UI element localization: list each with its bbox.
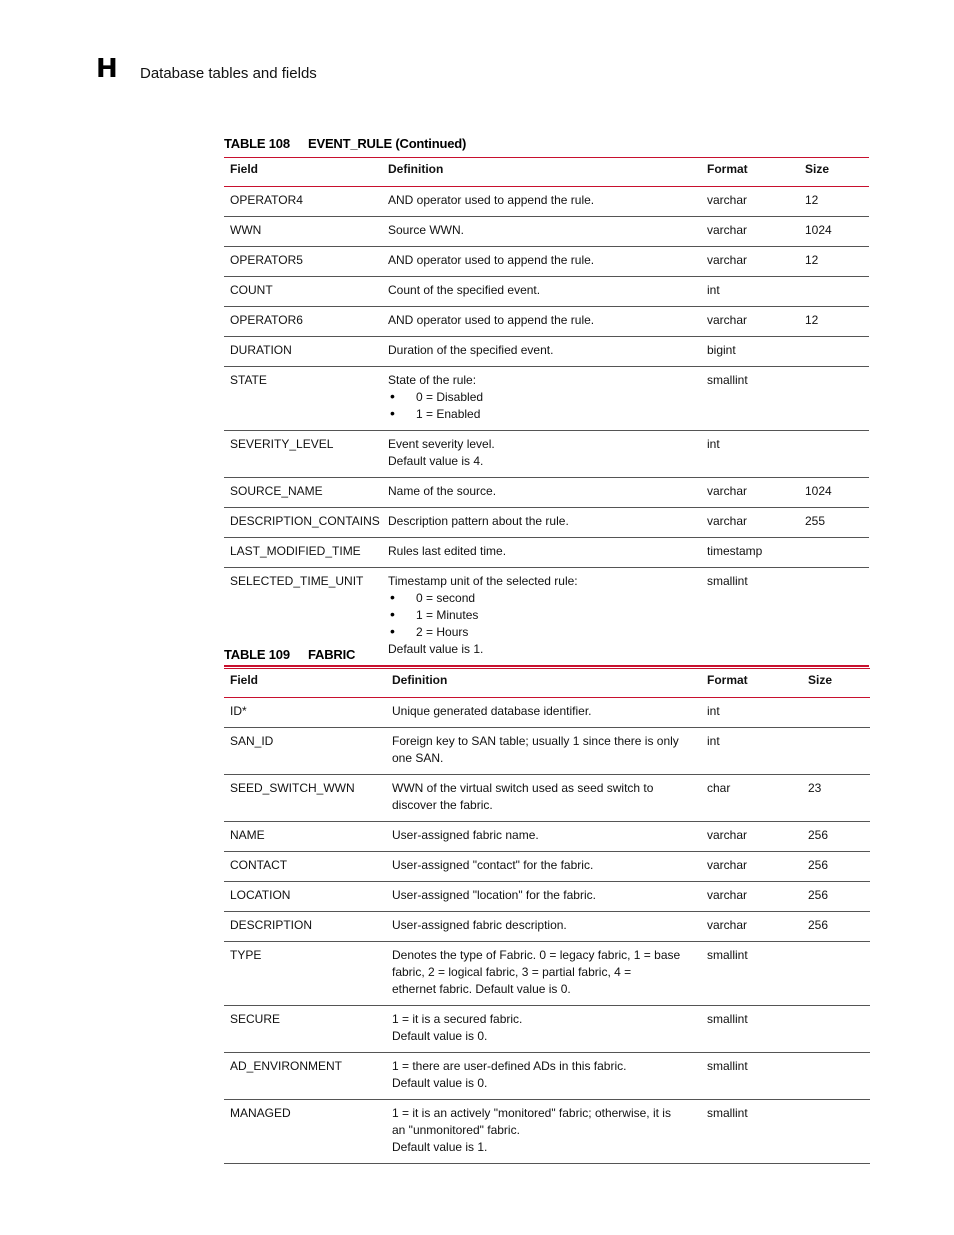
format-cell: smallint [701, 942, 802, 1006]
table-108-caption [224, 136, 466, 151]
definition-line: Denotes the type of Fabric. 0 = legacy fabric, 1 = base [392, 948, 681, 962]
size-cell [802, 942, 870, 1006]
definition-line: AND operator used to append the rule. [388, 253, 595, 267]
table-row [224, 1053, 870, 1100]
size-cell: 1024 [799, 478, 869, 508]
field-cell: DESCRIPTION_CONTAINS [224, 508, 382, 538]
chapter-title: Database tables and fields [140, 65, 317, 82]
size-cell [799, 337, 869, 367]
definition-line: Foreign key to SAN table; usually 1 since there is only [392, 734, 679, 748]
field-cell: OPERATOR6 [224, 307, 382, 337]
definition-cell [382, 508, 701, 538]
definition-line: Default value is 4. [388, 454, 484, 468]
table-109-caption [224, 647, 355, 662]
definition-line: 1 = it is an actively "monitored" fabric; otherwise, it is [392, 1106, 671, 1120]
format-cell: varchar [701, 822, 802, 852]
field-cell: MANAGED [224, 1100, 386, 1164]
column-header-definition: Definition [386, 669, 701, 698]
field-cell: SELECTED_TIME_UNIT [224, 568, 382, 667]
field-cell: SAN_ID [224, 728, 386, 775]
definition-cell [386, 1053, 701, 1100]
definition-line: Source WWN. [388, 223, 465, 237]
definition-cell [386, 882, 701, 912]
definition-cell [382, 568, 701, 667]
size-cell: 256 [802, 912, 870, 942]
definition-cell [386, 912, 701, 942]
bullet-item: • 2 = Hours [388, 624, 695, 641]
definition-cell [386, 775, 701, 822]
definition-line: Description pattern about the rule. [388, 514, 569, 528]
definition-line: discover the fabric. [392, 798, 493, 812]
size-cell: 23 [802, 775, 870, 822]
format-cell: varchar [701, 478, 799, 508]
definition-cell [386, 852, 701, 882]
size-cell: 1024 [799, 217, 869, 247]
definition-line: Rules last edited time. [388, 544, 507, 558]
table-109-body [224, 698, 870, 1164]
field-cell: LOCATION [224, 882, 386, 912]
table-109-number: TABLE 109 [224, 647, 290, 662]
format-cell: smallint [701, 568, 799, 667]
definition-cell [382, 217, 701, 247]
column-header-format: Format [701, 158, 799, 187]
field-cell: AD_ENVIRONMENT [224, 1053, 386, 1100]
definition-line: Default value is 1. [392, 1140, 488, 1154]
format-cell: int [701, 698, 802, 728]
column-header-field: Field [224, 669, 386, 698]
definition-line: User-assigned "contact" for the fabric. [392, 858, 594, 872]
table-108-title: EVENT_RULE (Continued) [308, 136, 467, 151]
definition-cell [382, 307, 701, 337]
definition-line: State of the rule: [388, 373, 477, 387]
definition-line: Name of the source. [388, 484, 497, 498]
field-cell: SECURE [224, 1006, 386, 1053]
table-row [224, 217, 869, 247]
size-cell [802, 1006, 870, 1053]
table-row [224, 538, 869, 568]
definition-cell [386, 1100, 701, 1164]
definition-line: User-assigned "location" for the fabric. [392, 888, 596, 902]
table-109-title: FABRIC [308, 647, 356, 662]
size-cell: 256 [802, 882, 870, 912]
column-header-size: Size [802, 669, 870, 698]
definition-line: Duration of the specified event. [388, 343, 554, 357]
definition-cell [382, 187, 701, 217]
field-cell: SEED_SWITCH_WWN [224, 775, 386, 822]
format-cell: varchar [701, 912, 802, 942]
definition-cell [386, 942, 701, 1006]
format-cell: bigint [701, 337, 799, 367]
table-109 [224, 668, 870, 1164]
size-cell [802, 728, 870, 775]
table-row [224, 187, 869, 217]
table-row [224, 912, 870, 942]
size-cell [799, 568, 869, 667]
field-cell: LAST_MODIFIED_TIME [224, 538, 382, 568]
field-cell: TYPE [224, 942, 386, 1006]
table-row [224, 882, 870, 912]
table-row [224, 277, 869, 307]
size-cell: 256 [802, 822, 870, 852]
definition-cell [382, 431, 701, 478]
size-cell: 255 [799, 508, 869, 538]
column-header-definition: Definition [382, 158, 701, 187]
definition-line: WWN of the virtual switch used as seed switch to [392, 781, 654, 795]
table-row [224, 1006, 870, 1053]
definition-line: AND operator used to append the rule. [388, 313, 595, 327]
definition-cell [382, 337, 701, 367]
format-cell: varchar [701, 307, 799, 337]
format-cell: timestamp [701, 538, 799, 568]
chapter-letter: H [96, 54, 118, 84]
table-row [224, 775, 870, 822]
format-cell: varchar [701, 247, 799, 277]
size-cell [799, 538, 869, 568]
table-row [224, 1100, 870, 1164]
field-cell: SOURCE_NAME [224, 478, 382, 508]
format-cell: varchar [701, 187, 799, 217]
table-row [224, 478, 869, 508]
format-cell: smallint [701, 367, 799, 431]
definition-line: Event severity level. [388, 437, 495, 451]
size-cell [799, 431, 869, 478]
definition-line: Default value is 0. [392, 1029, 488, 1043]
definition-line: Timestamp unit of the selected rule: [388, 574, 578, 588]
definition-line: Default value is 0. [392, 1076, 488, 1090]
format-cell: varchar [701, 508, 799, 538]
size-cell [799, 277, 869, 307]
column-header-format: Format [701, 669, 802, 698]
definition-line: User-assigned fabric name. [392, 828, 539, 842]
table-row [224, 852, 870, 882]
bullet-item: • 1 = Enabled [388, 406, 695, 423]
definition-cell [382, 478, 701, 508]
field-cell: OPERATOR5 [224, 247, 382, 277]
definition-cell [382, 538, 701, 568]
table-row [224, 508, 869, 538]
format-cell: int [701, 431, 799, 478]
field-cell: DURATION [224, 337, 382, 367]
field-cell: OPERATOR4 [224, 187, 382, 217]
field-cell: WWN [224, 217, 382, 247]
format-cell: smallint [701, 1100, 802, 1164]
table-row [224, 307, 869, 337]
definition-line: User-assigned fabric description. [392, 918, 567, 932]
column-header-size: Size [799, 158, 869, 187]
format-cell: smallint [701, 1053, 802, 1100]
definition-line: Unique generated database identifier. [392, 704, 592, 718]
table-row [224, 431, 869, 478]
definition-line: ethernet fabric. Default value is 0. [392, 982, 571, 996]
definition-line: fabric, 2 = logical fabric, 3 = partial fabric, 4 = [392, 965, 632, 979]
size-cell: 12 [799, 247, 869, 277]
definition-line: one SAN. [392, 751, 444, 765]
table-row [224, 942, 870, 1006]
size-cell [802, 1053, 870, 1100]
format-cell: char [701, 775, 802, 822]
bullet-item: • 0 = Disabled [388, 389, 695, 406]
format-cell: smallint [701, 1006, 802, 1053]
table-108 [224, 157, 869, 667]
field-cell: DESCRIPTION [224, 912, 386, 942]
field-cell: COUNT [224, 277, 382, 307]
definition-cell [386, 728, 701, 775]
table-row [224, 367, 869, 431]
format-cell: int [701, 728, 802, 775]
bullet-item: • 1 = Minutes [388, 607, 695, 624]
definition-cell [382, 367, 701, 431]
format-cell: int [701, 277, 799, 307]
table-row [224, 728, 870, 775]
definition-cell [382, 277, 701, 307]
table-row [224, 247, 869, 277]
table-109-header-row [224, 669, 870, 698]
field-cell: CONTACT [224, 852, 386, 882]
size-cell [802, 698, 870, 728]
field-cell: SEVERITY_LEVEL [224, 431, 382, 478]
format-cell: varchar [701, 852, 802, 882]
column-header-field: Field [224, 158, 382, 187]
table-row [224, 822, 870, 852]
format-cell: varchar [701, 217, 799, 247]
format-cell: varchar [701, 882, 802, 912]
definition-cell [386, 698, 701, 728]
definition-cell [386, 822, 701, 852]
table-108-body [224, 187, 869, 667]
field-cell: NAME [224, 822, 386, 852]
field-cell: STATE [224, 367, 382, 431]
table-108-header-row [224, 158, 869, 187]
table-108-number: TABLE 108 [224, 136, 290, 151]
size-cell: 12 [799, 307, 869, 337]
definition-line: Count of the specified event. [388, 283, 541, 297]
bullet-item: • 0 = second [388, 590, 695, 607]
definition-line: an "unmonitored" fabric. [392, 1123, 520, 1137]
table-row [224, 337, 869, 367]
table-row [224, 698, 870, 728]
definition-line: Default value is 1. [388, 642, 484, 656]
size-cell: 12 [799, 187, 869, 217]
size-cell [802, 1100, 870, 1164]
field-cell: ID* [224, 698, 386, 728]
definition-line: AND operator used to append the rule. [388, 193, 595, 207]
definition-cell [382, 247, 701, 277]
size-cell: 256 [802, 852, 870, 882]
size-cell [799, 367, 869, 431]
definition-cell [386, 1006, 701, 1053]
definition-line: 1 = there are user-defined ADs in this fabric. [392, 1059, 627, 1073]
definition-line: 1 = it is a secured fabric. [392, 1012, 523, 1026]
